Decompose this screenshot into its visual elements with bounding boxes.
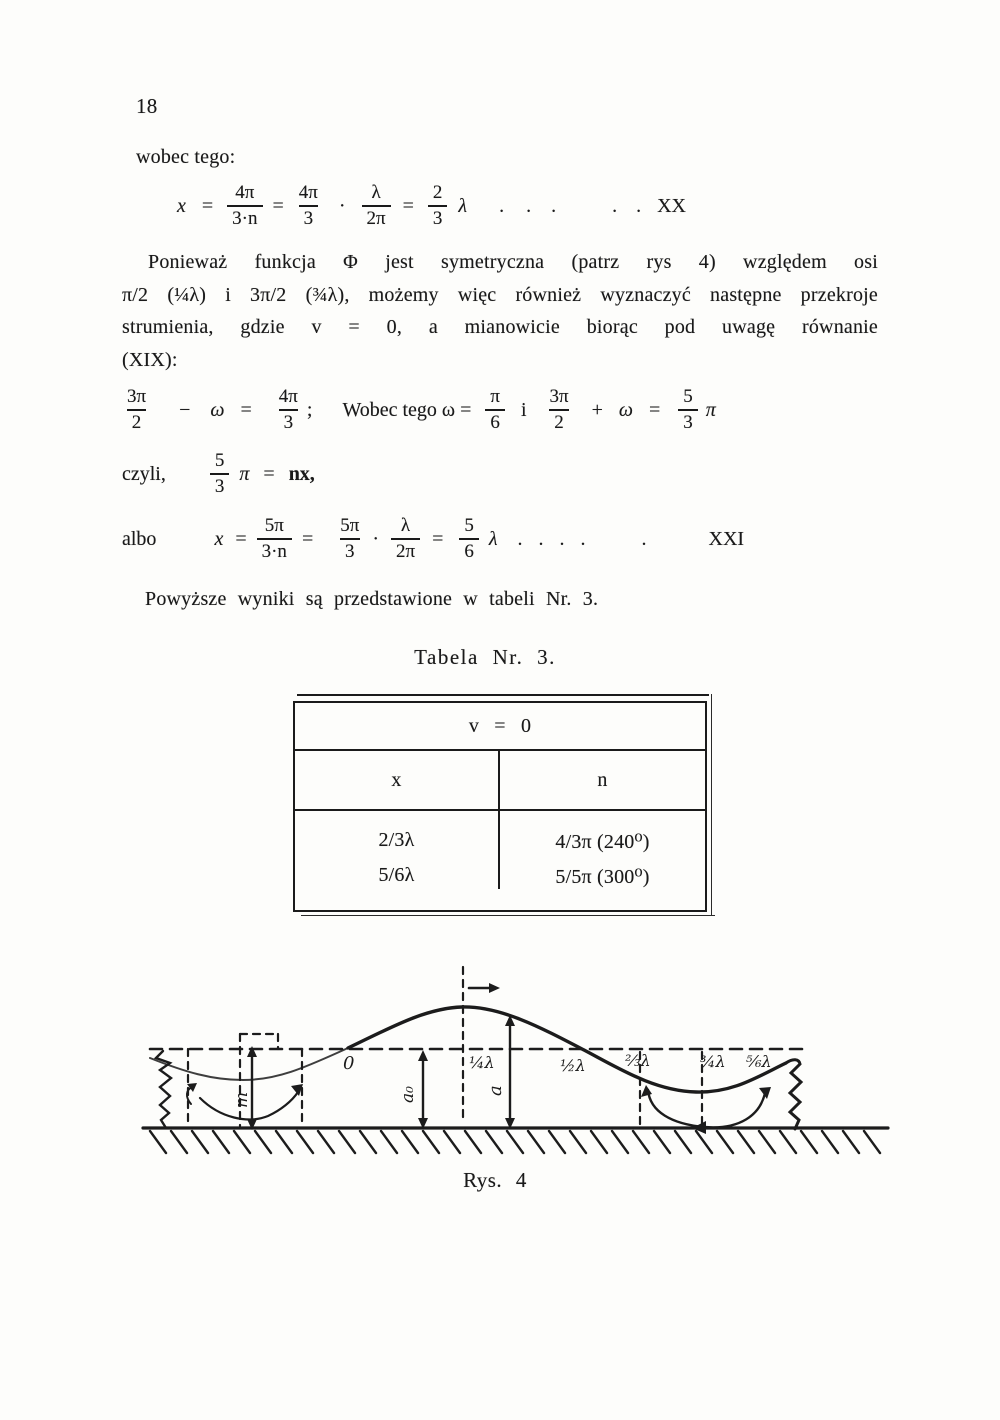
equation-omega: $\frac{3\pi}{2}$ − ω = $\frac{4\pi}{3}$ ; Wobec tego ω = $\frac{\pi}{6}$ i $\frac{3\pi}{2}$ + ω = $\frac{5}{3}$ π — [127, 386, 716, 433]
right-loop-arrow — [648, 1090, 765, 1127]
table-nr-3 — [293, 701, 707, 912]
figure-label-five-sixths-lambda: ⅚λ — [746, 1052, 772, 1071]
equation-czyli: czyli, $\frac{5}{3}$ π = nx, — [122, 450, 315, 497]
dashed-verticals — [188, 967, 702, 1126]
figure-label-quarter-lambda: ¼λ — [469, 1053, 495, 1072]
equation-xxi: albo x = $\frac{5\pi}{3\cdot n}$ = $\frac{5\pi}{3}$ · $\frac{\lambda}{2\pi}$ = $\frac{5}{6}$ λ . . . . . XXI — [122, 515, 745, 562]
figure-rys-4 — [120, 940, 900, 1185]
table-header-v0: v = 0 — [295, 703, 705, 751]
column-header-x: x — [391, 768, 402, 791]
figure-label-half-lambda: ½λ — [560, 1056, 586, 1075]
body-paragraph — [122, 246, 878, 376]
table-row — [295, 811, 705, 854]
results-sentence: Powyższe wyniki są przedstawione w tabeli Nr. 3. — [145, 588, 599, 610]
table-column-headers — [295, 751, 705, 811]
table-caption: Tabela Nr. 3. — [414, 645, 556, 669]
table-top-rule — [297, 694, 709, 696]
figure-label-zero: 0 — [343, 1053, 355, 1074]
figure-caption: Rys. 4 — [463, 1168, 527, 1192]
figure-label-a0: a₀ — [398, 1086, 418, 1103]
cell-n-value: 4/3π (240⁰) — [498, 811, 705, 854]
figure-label-m: m — [232, 1091, 252, 1108]
paragraph-line: Ponieważ funkcja Φ jest symetryczna (patrz rys 4) względem osi — [148, 251, 878, 273]
paragraph-line: strumienia, gdzie v = 0, a mianowicie biorąc pod uwagę równanie — [122, 316, 878, 338]
table-row — [295, 854, 705, 889]
right-boundary-squiggle — [786, 1060, 801, 1129]
column-header-n: n — [498, 751, 705, 809]
paragraph-line: (XIX): — [122, 348, 178, 371]
lead-text: wobec tego: — [136, 146, 236, 168]
cell-x-value: 2/3λ — [378, 829, 415, 851]
equation-xx: x = $\frac{4\pi}{3\cdot n}$ = $\frac{4\pi}{3}$ · $\frac{\lambda}{2\pi}$ = $\frac{2}{3}$ λ . . . . . XX — [177, 182, 686, 229]
figure-label-a: a — [485, 1085, 506, 1096]
page-number: 18 — [136, 94, 158, 118]
table-right-rule — [711, 694, 712, 916]
figure-label-three-quarters-lambda: ¾λ — [700, 1052, 726, 1071]
cell-x-value: 5/6λ — [378, 864, 415, 886]
ground-hatching — [150, 1131, 880, 1153]
table-body — [295, 811, 705, 889]
table-bottom-rule — [301, 915, 715, 916]
figure-label-two-thirds-lambda: ⅔λ — [625, 1051, 651, 1070]
paragraph-line: π/2 (¼λ) i 3π/2 (¾λ), możemy więc również wyznaczyć następne przekroje — [122, 283, 878, 306]
cell-n-value: 5/5π (300⁰) — [498, 854, 705, 889]
